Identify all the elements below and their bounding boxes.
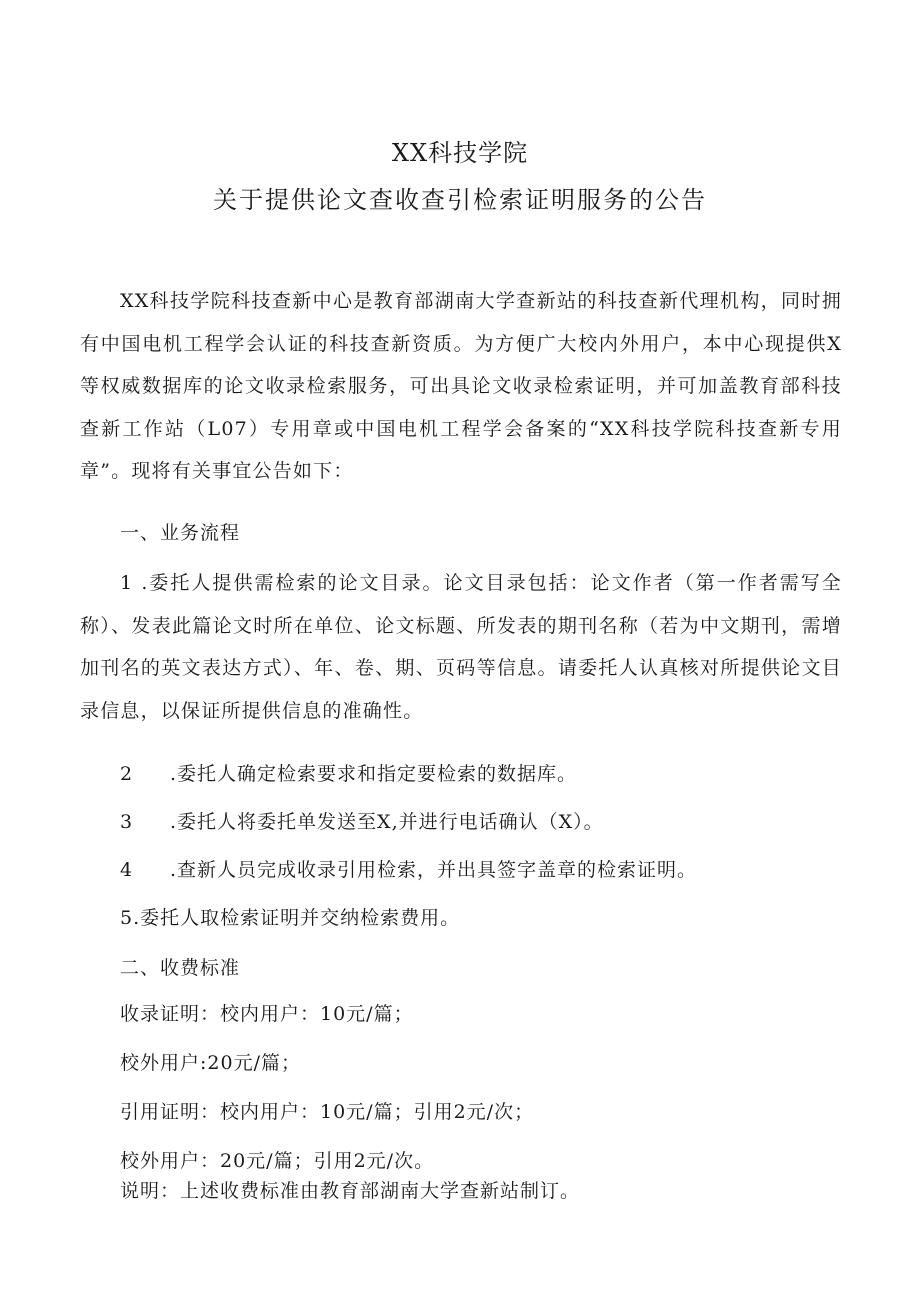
step-3-number: 3 [120, 811, 134, 833]
fee-line-3: 引用证明：校内用户：10元/篇；引用2元/次； [120, 1101, 535, 1123]
fee-note: 说明：上述收费标准由教育部湖南大学查新站制订。 [120, 1180, 581, 1202]
step-2-text: .委托人确定检索要求和指定要检索的数据库。 [170, 763, 578, 785]
step-5: 5.委托人取检索证明并交纳检索费用。 [120, 907, 461, 929]
step-3 [120, 807, 604, 837]
step-4 [120, 855, 697, 885]
step-2-number: 2 [120, 763, 134, 785]
announcement-title: 关于提供论文查收查引检索证明服务的公告 [213, 186, 707, 214]
fee-line-2: 校外用户:20元/篇； [120, 1052, 301, 1074]
fee-line-4: 校外用户：20元/篇；引用2元/次。 [120, 1150, 435, 1172]
step-4-text: .查新人员完成收录引用检索，并出具签字盖章的检索证明。 [170, 859, 698, 881]
section-heading-fees: 二、收费标准 [120, 957, 241, 979]
intro-paragraph: XX科技学院科技查新中心是教育部湖南大学查新站的科技查新代理机构，同时拥有中国电机工程学会认证的科技查新资质。为方便广大校内外用户，本中心现提供X等权威数据库的论文收录检索服务，可出具论文收录检索证明，并可加盖教育部科技查新工作站（L07）专用章或中国电机工程学会备案的“XX科技学院科技查新专用章”。现将有关事宜公告如下： [80, 290, 842, 482]
step-3-text: .委托人将委托单发送至X,并进行电话确认（X）。 [170, 811, 604, 833]
step-4-number: 4 [120, 859, 134, 881]
step-2 [120, 759, 577, 789]
institution-title: XX科技学院 [391, 139, 529, 167]
section-heading-process: 一、业务流程 [120, 522, 241, 544]
step-1-paragraph: 1 .委托人提供需检索的论文目录。论文目录包括：论文作者（第一作者需写全称）、发表此篇论文时所在单位、论文标题、所发表的期刊名称（若为中文期刊，需增加刊名的英文表达方式）、年、卷、期、页码等信息。请委托人认真核对所提供论文目录信息，以保证所提供信息的准确性。 [80, 572, 842, 722]
fee-line-1: 收录证明：校内用户：10元/篇； [120, 1003, 414, 1025]
